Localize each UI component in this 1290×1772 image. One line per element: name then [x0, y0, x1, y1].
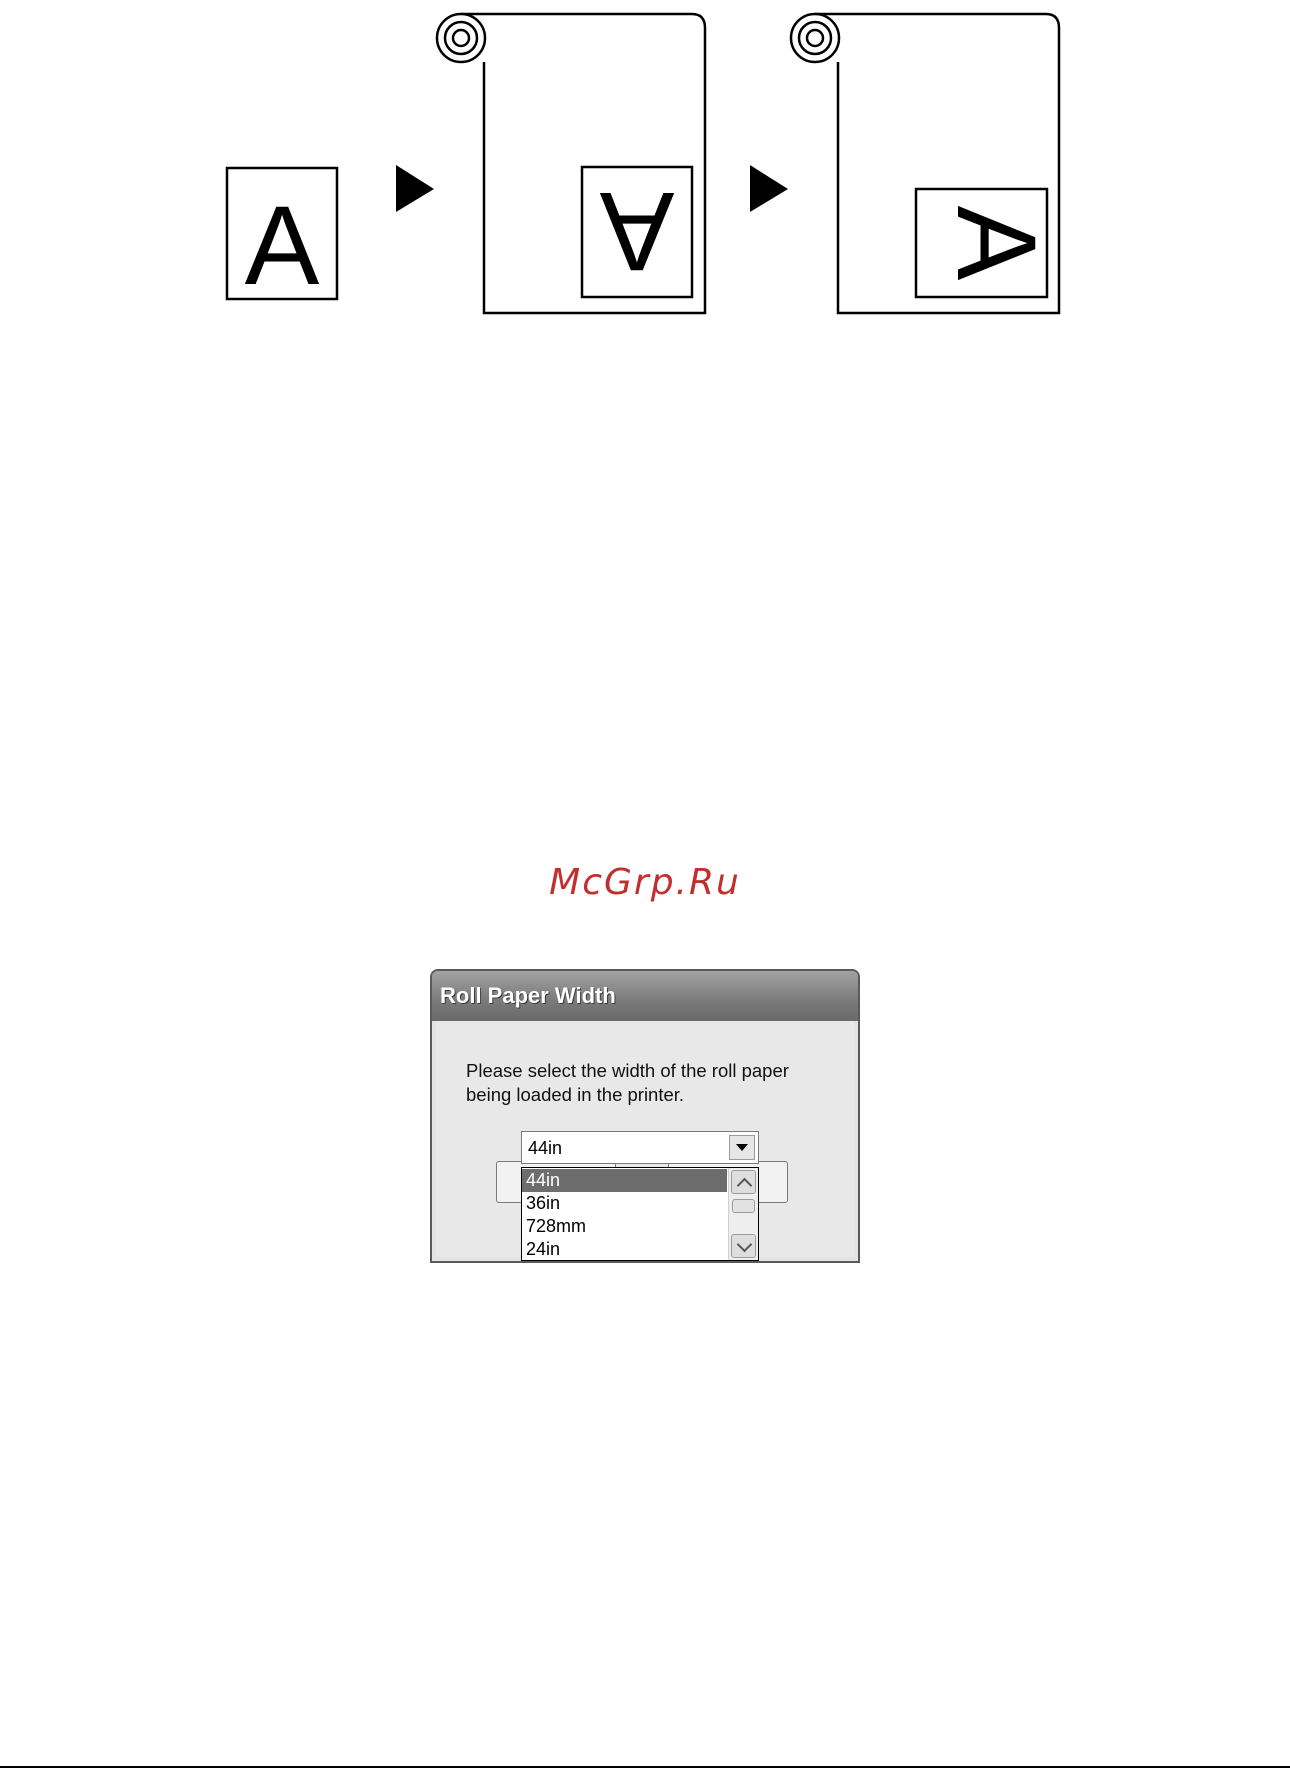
dialog-body — [436, 1021, 854, 1257]
roll-width-selected-value: 44in — [528, 1138, 563, 1158]
paper-roll-core-icon — [791, 14, 839, 62]
paper-orientation-illustration — [0, 0, 1290, 330]
scroll-thumb[interactable] — [732, 1199, 755, 1213]
list-option-44in[interactable]: 44in — [522, 1169, 727, 1192]
scroll-up-button[interactable] — [731, 1170, 756, 1194]
letter-a-upright: A — [244, 183, 320, 308]
list-option-728mm[interactable]: 728mm — [526, 1216, 587, 1236]
list-scrollbar[interactable] — [728, 1168, 758, 1260]
step-roll-rotated-90 — [791, 14, 1059, 313]
roll-width-options-list[interactable] — [521, 1167, 759, 1261]
list-option-36in[interactable]: 36in — [526, 1193, 561, 1213]
chevron-down-icon — [737, 1237, 753, 1253]
dialog-message-line: Please select the width of the roll paper — [466, 1060, 789, 1081]
watermark-text: McGrp.Ru — [549, 862, 741, 903]
footer-divider — [0, 1766, 1290, 1768]
dialog-titlebar[interactable] — [432, 971, 858, 1021]
right-arrow-icon — [750, 165, 788, 212]
chevron-down-icon — [736, 1144, 748, 1151]
dropdown-button[interactable] — [729, 1135, 755, 1160]
step-roll-rotated-180 — [437, 14, 705, 313]
roll-width-select[interactable] — [521, 1131, 759, 1164]
roll-paper-width-dialog — [430, 969, 860, 1263]
letter-a-rotated-180: A — [599, 169, 675, 294]
dialog-title: Roll Paper Width — [440, 983, 616, 1008]
right-arrow-icon — [396, 165, 434, 212]
dialog-message — [466, 1059, 826, 1107]
chevron-up-icon — [737, 1178, 753, 1194]
step-sheet-upright — [227, 168, 337, 308]
dialog-message-line: being loaded in the printer. — [466, 1084, 685, 1105]
letter-a-rotated-90: A — [934, 205, 1059, 281]
scroll-down-button[interactable] — [731, 1234, 756, 1258]
list-option-24in[interactable]: 24in — [526, 1239, 561, 1259]
paper-roll-core-icon — [437, 14, 485, 62]
